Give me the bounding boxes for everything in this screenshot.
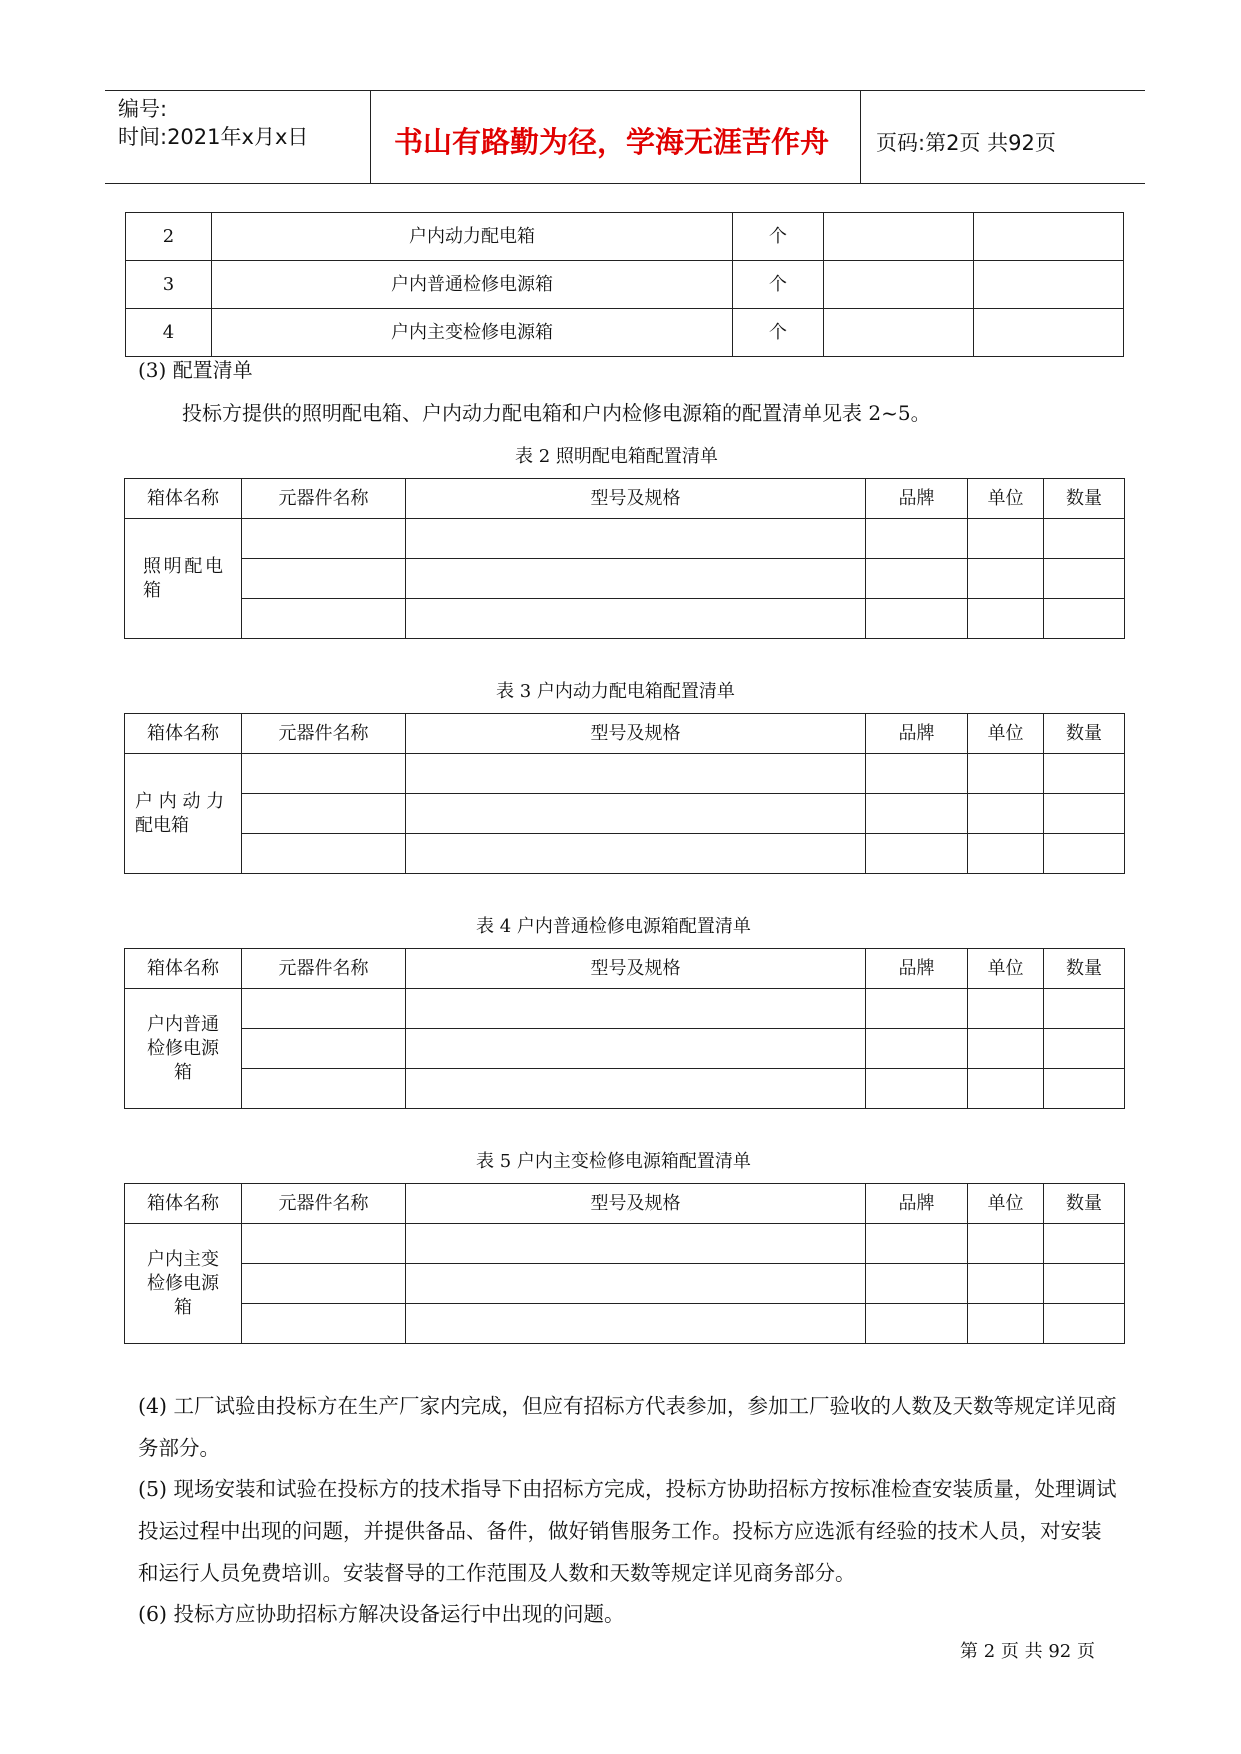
column-header: 元器件名称: [242, 714, 406, 754]
empty-cell: [406, 1069, 866, 1109]
empty-cell: [242, 559, 406, 599]
empty-cell: [866, 1304, 968, 1344]
column-header: 单位: [968, 949, 1044, 989]
row-number: 4: [126, 309, 212, 357]
empty-cell: [406, 989, 866, 1029]
paragraph-operation-support: (6) 投标方应协助招标方解决设备运行中出现的问题。: [138, 1602, 625, 1626]
column-header: 元器件名称: [242, 949, 406, 989]
column-header: 品牌: [866, 949, 968, 989]
table-row: [125, 794, 1125, 834]
empty-cell: [968, 519, 1044, 559]
empty-cell: [406, 1029, 866, 1069]
empty-cell: [1044, 834, 1125, 874]
config-table: [124, 1183, 1125, 1344]
table-row: [125, 1224, 1125, 1264]
empty-cell: [406, 794, 866, 834]
box-name: 户内主变检修电源箱: [147, 1248, 219, 1318]
footer-page-number: 第 2 页 共 92 页: [960, 1641, 1095, 1662]
column-header: 型号及规格: [406, 714, 866, 754]
paragraph-factory-test: (4) 工厂试验由投标方在生产厂家内完成，但应有招标方代表参加，参加工厂验收的人数及天数等规定详见商务部分。: [138, 1394, 1117, 1460]
empty-cell: [242, 1069, 406, 1109]
column-header: 箱体名称: [125, 479, 242, 519]
empty-cell: [242, 519, 406, 559]
empty-cell: [1044, 1069, 1125, 1109]
empty-cell: [968, 1069, 1044, 1109]
column-header: 品牌: [866, 714, 968, 754]
empty-cell: [406, 519, 866, 559]
header-number-label: 编号:: [118, 97, 168, 121]
empty-cell: [866, 834, 968, 874]
empty-cell: [406, 599, 866, 639]
empty-cell: [968, 1224, 1044, 1264]
empty-cell: [968, 754, 1044, 794]
empty-cell: [242, 1029, 406, 1069]
empty-cell: [866, 519, 968, 559]
table-caption: 表 3 户内动力配电箱配置清单: [496, 681, 735, 702]
box-name-cell: [125, 754, 242, 874]
column-header: 数量: [1044, 479, 1125, 519]
column-header: 数量: [1044, 714, 1125, 754]
device-list-table: [125, 212, 1124, 357]
unit-cell: 个: [733, 261, 824, 309]
column-header: 箱体名称: [125, 949, 242, 989]
device-name: 户内主变检修电源箱: [212, 309, 733, 357]
empty-cell: [242, 599, 406, 639]
table-caption: 表 5 户内主变检修电源箱配置清单: [476, 1151, 751, 1172]
empty-cell: [866, 599, 968, 639]
table-row: [125, 1069, 1125, 1109]
column-header: 元器件名称: [242, 479, 406, 519]
header-time-label: 时间:2021年x月x日: [118, 125, 309, 149]
empty-cell: [866, 794, 968, 834]
column-header: 箱体名称: [125, 1184, 242, 1224]
table-row: [125, 1029, 1125, 1069]
empty-cell: [968, 1029, 1044, 1069]
header-divider-left: [370, 90, 371, 184]
unit-cell: 个: [733, 213, 824, 261]
box-name-cell: [125, 519, 242, 639]
section-heading: (3) 配置清单: [138, 358, 253, 382]
empty-cell: [968, 1264, 1044, 1304]
empty-cell: [242, 754, 406, 794]
empty-cell: [974, 213, 1124, 261]
column-header: 型号及规格: [406, 949, 866, 989]
empty-cell: [406, 834, 866, 874]
table-header-row: [125, 949, 1125, 989]
empty-cell: [242, 1264, 406, 1304]
empty-cell: [968, 989, 1044, 1029]
table-row: [125, 599, 1125, 639]
header-divider-right: [860, 90, 861, 184]
empty-cell: [406, 1224, 866, 1264]
empty-cell: [242, 989, 406, 1029]
table-row: [125, 1304, 1125, 1344]
column-header: 单位: [968, 714, 1044, 754]
config-table: [124, 478, 1125, 639]
table-row: [126, 309, 1124, 357]
column-header: 数量: [1044, 949, 1125, 989]
table-row: [125, 559, 1125, 599]
column-header: 型号及规格: [406, 479, 866, 519]
box-name: 户内普通检修电源箱: [147, 1013, 219, 1083]
empty-cell: [406, 754, 866, 794]
column-header: 品牌: [866, 1184, 968, 1224]
column-header: 单位: [968, 479, 1044, 519]
column-header: 箱体名称: [125, 714, 242, 754]
table-header-row: [125, 1184, 1125, 1224]
box-name-cell: [125, 1224, 242, 1344]
table-caption: 表 4 户内普通检修电源箱配置清单: [476, 916, 751, 937]
empty-cell: [866, 1224, 968, 1264]
empty-cell: [1044, 1029, 1125, 1069]
empty-cell: [242, 834, 406, 874]
section-text: 投标方提供的照明配电箱、户内动力配电箱和户内检修电源箱的配置清单见表 2~5。: [182, 401, 931, 425]
column-header: 单位: [968, 1184, 1044, 1224]
empty-cell: [866, 1029, 968, 1069]
empty-cell: [1044, 519, 1125, 559]
box-name: 照明配电箱: [143, 555, 223, 601]
empty-cell: [866, 559, 968, 599]
empty-cell: [242, 1224, 406, 1264]
header-motto: 书山有路勤为径，学海无涯苦作舟: [394, 125, 830, 159]
table-header-row: [125, 479, 1125, 519]
empty-cell: [406, 559, 866, 599]
device-name: 户内普通检修电源箱: [212, 261, 733, 309]
empty-cell: [1044, 989, 1125, 1029]
empty-cell: [1044, 1264, 1125, 1304]
header-page-label: 页码:第2页 共92页: [876, 131, 1056, 155]
box-name: 户 内 动 力 配电箱: [135, 790, 225, 836]
row-number: 2: [126, 213, 212, 261]
table-row: [126, 261, 1124, 309]
empty-cell: [974, 261, 1124, 309]
table-caption: 表 2 照明配电箱配置清单: [515, 446, 718, 467]
empty-cell: [824, 261, 974, 309]
unit-cell: 个: [733, 309, 824, 357]
column-header: 型号及规格: [406, 1184, 866, 1224]
empty-cell: [406, 1304, 866, 1344]
table-row: [125, 754, 1125, 794]
column-header: 数量: [1044, 1184, 1125, 1224]
empty-cell: [1044, 754, 1125, 794]
column-header: 品牌: [866, 479, 968, 519]
empty-cell: [866, 1069, 968, 1109]
table-row: [125, 1264, 1125, 1304]
config-table: [124, 948, 1125, 1109]
empty-cell: [1044, 599, 1125, 639]
empty-cell: [1044, 559, 1125, 599]
empty-cell: [1044, 794, 1125, 834]
empty-cell: [866, 754, 968, 794]
empty-cell: [866, 989, 968, 1029]
row-number: 3: [126, 261, 212, 309]
empty-cell: [968, 559, 1044, 599]
config-table: [124, 713, 1125, 874]
table-header-row: [125, 714, 1125, 754]
empty-cell: [866, 1264, 968, 1304]
column-header: 元器件名称: [242, 1184, 406, 1224]
empty-cell: [824, 309, 974, 357]
empty-cell: [824, 213, 974, 261]
paragraph-site-installation: (5) 现场安装和试验在投标方的技术指导下由招标方完成，投标方协助招标方按标准检查安装质量，处理调试投运过程中出现的问题，并提供备品、备件，做好销售服务工作。投标方应选派有经验的技术人员，对安装和运行人员免费培训。安装督导的工作范围及人数和天数等规定详见商务部分。: [138, 1477, 1117, 1585]
table-row: [125, 519, 1125, 559]
header-top-rule: [105, 90, 1145, 91]
header-bottom-rule: [105, 183, 1145, 184]
empty-cell: [968, 794, 1044, 834]
empty-cell: [968, 599, 1044, 639]
table-row: [125, 834, 1125, 874]
box-name-cell: [125, 989, 242, 1109]
empty-cell: [1044, 1224, 1125, 1264]
table-row: [125, 989, 1125, 1029]
empty-cell: [242, 1304, 406, 1344]
empty-cell: [242, 794, 406, 834]
empty-cell: [974, 309, 1124, 357]
table-row: [126, 213, 1124, 261]
empty-cell: [968, 834, 1044, 874]
empty-cell: [406, 1264, 866, 1304]
empty-cell: [968, 1304, 1044, 1344]
device-name: 户内动力配电箱: [212, 213, 733, 261]
empty-cell: [1044, 1304, 1125, 1344]
